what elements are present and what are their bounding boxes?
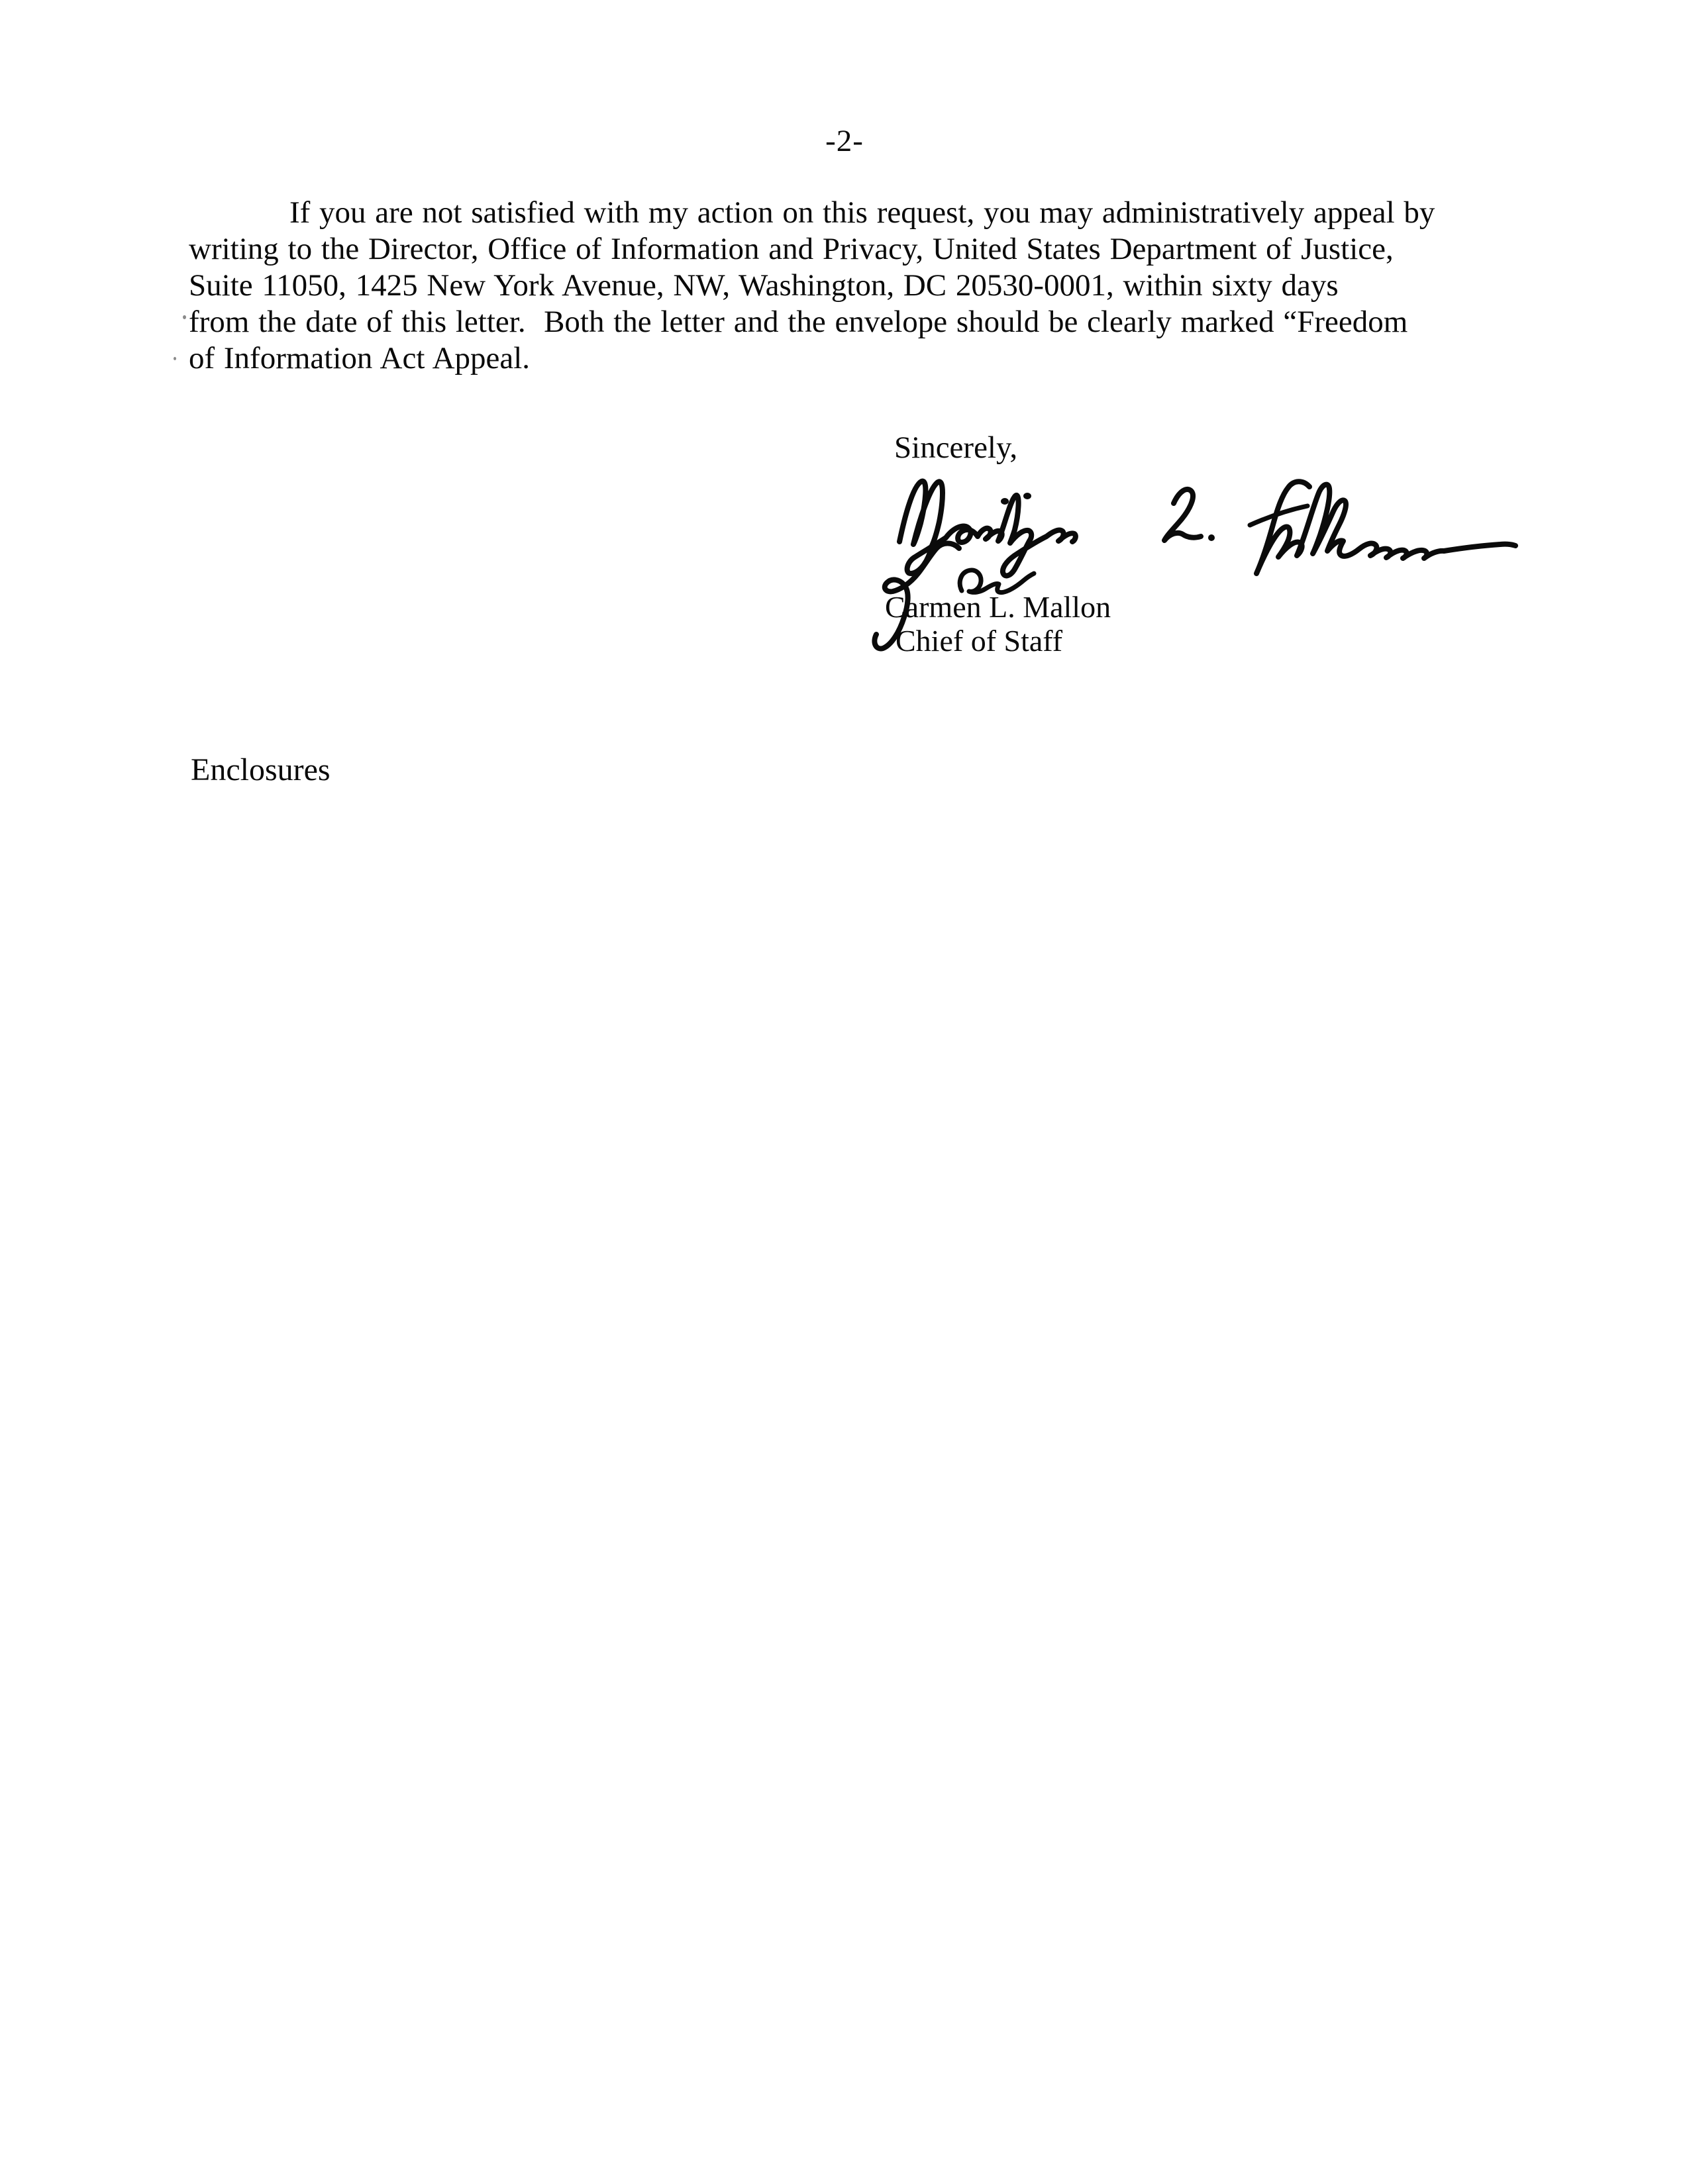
i-dot	[1001, 498, 1009, 505]
body-paragraph	[189, 195, 1527, 377]
paragraph-line: Suite 11050, 1425 New York Avenue, NW, Washington, DC 20530-0001, within sixty days	[189, 268, 1339, 303]
scan-speck	[174, 357, 176, 360]
signature-stroke-l	[1164, 489, 1201, 540]
paragraph-line: of Information Act Appeal.	[189, 341, 531, 375]
enclosures-label: Enclosures	[191, 752, 331, 787]
paragraph-line: writing to the Director, Office of Information and Privacy, United States Department of Justice,	[189, 232, 1394, 266]
i-dot	[1023, 493, 1031, 499]
paragraph-line: If you are not satisfied with my action on this request, you may administratively appeal by	[289, 195, 1435, 230]
signature-f-crossbar	[1250, 506, 1307, 525]
signature-stroke-falksen	[1256, 481, 1515, 573]
signer-title: Chief of Staff	[896, 624, 1063, 658]
salutation: Sincerely,	[894, 430, 1018, 465]
period-dot	[1208, 534, 1215, 541]
signature-stroke-marilyn	[899, 481, 1076, 576]
signer-name: Carmen L. Mallon	[885, 590, 1111, 624]
page-number: -2-	[825, 124, 864, 158]
paragraph-line: from the date of this letter. Both the letter and the envelope should be clearly marked “Freedom	[189, 305, 1408, 339]
scan-speck	[183, 315, 186, 319]
